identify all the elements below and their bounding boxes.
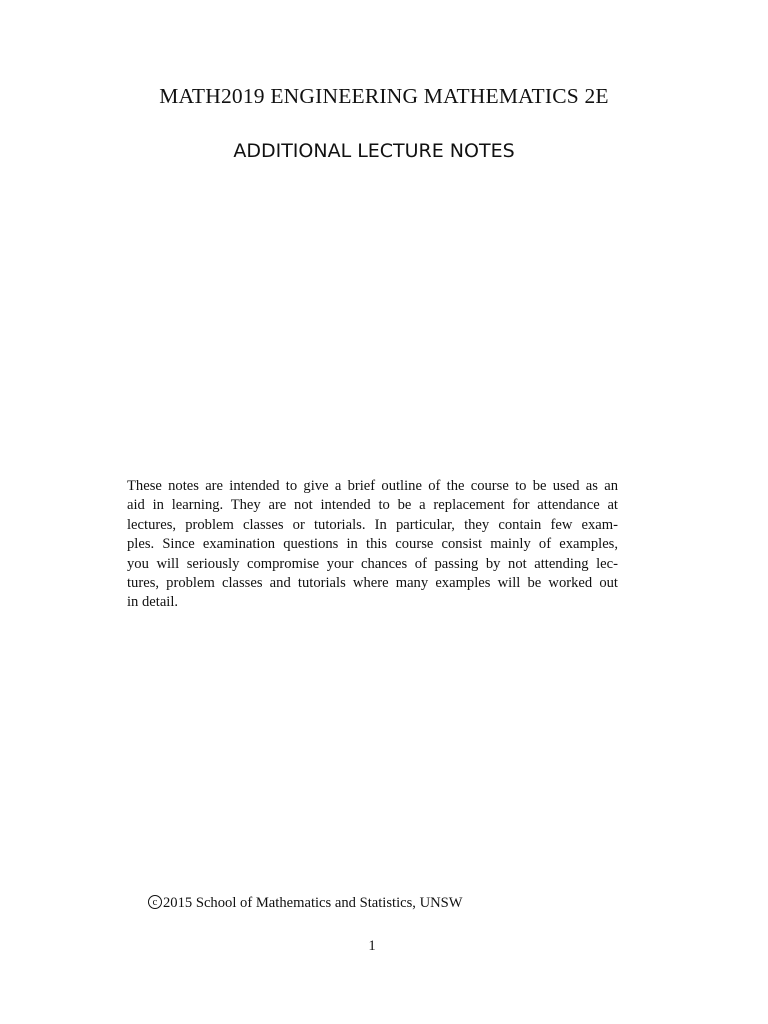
notice-line: lectures, problem classes or tutorials. In particular, they contain few exam- xyxy=(127,516,618,533)
copyright-text: 2015 School of Mathematics and Statistics, UNSW xyxy=(163,895,463,911)
notice-paragraph xyxy=(127,477,618,613)
course-title: MATH2019 ENGINEERING MATHEMATICS 2E xyxy=(159,84,609,108)
notice-line: ples. Since examination questions in this course consist mainly of examples, xyxy=(127,536,618,553)
copyright-icon: c xyxy=(148,895,162,909)
copyright-notice xyxy=(148,895,463,912)
notice-line: in detail. xyxy=(127,594,179,611)
notice-line: you will seriously compromise your chances of passing by not attending lec- xyxy=(127,555,618,572)
document-subtitle: ADDITIONAL LECTURE NOTES xyxy=(233,140,515,162)
page-number: 1 xyxy=(368,938,376,954)
notice-line: These notes are intended to give a brief outline of the course to be used as an xyxy=(127,478,618,494)
notice-line: tures, problem classes and tutorials where many examples will be worked out xyxy=(127,575,618,592)
notice-line: aid in learning. They are not intended to be a replacement for attendance at xyxy=(127,497,618,514)
